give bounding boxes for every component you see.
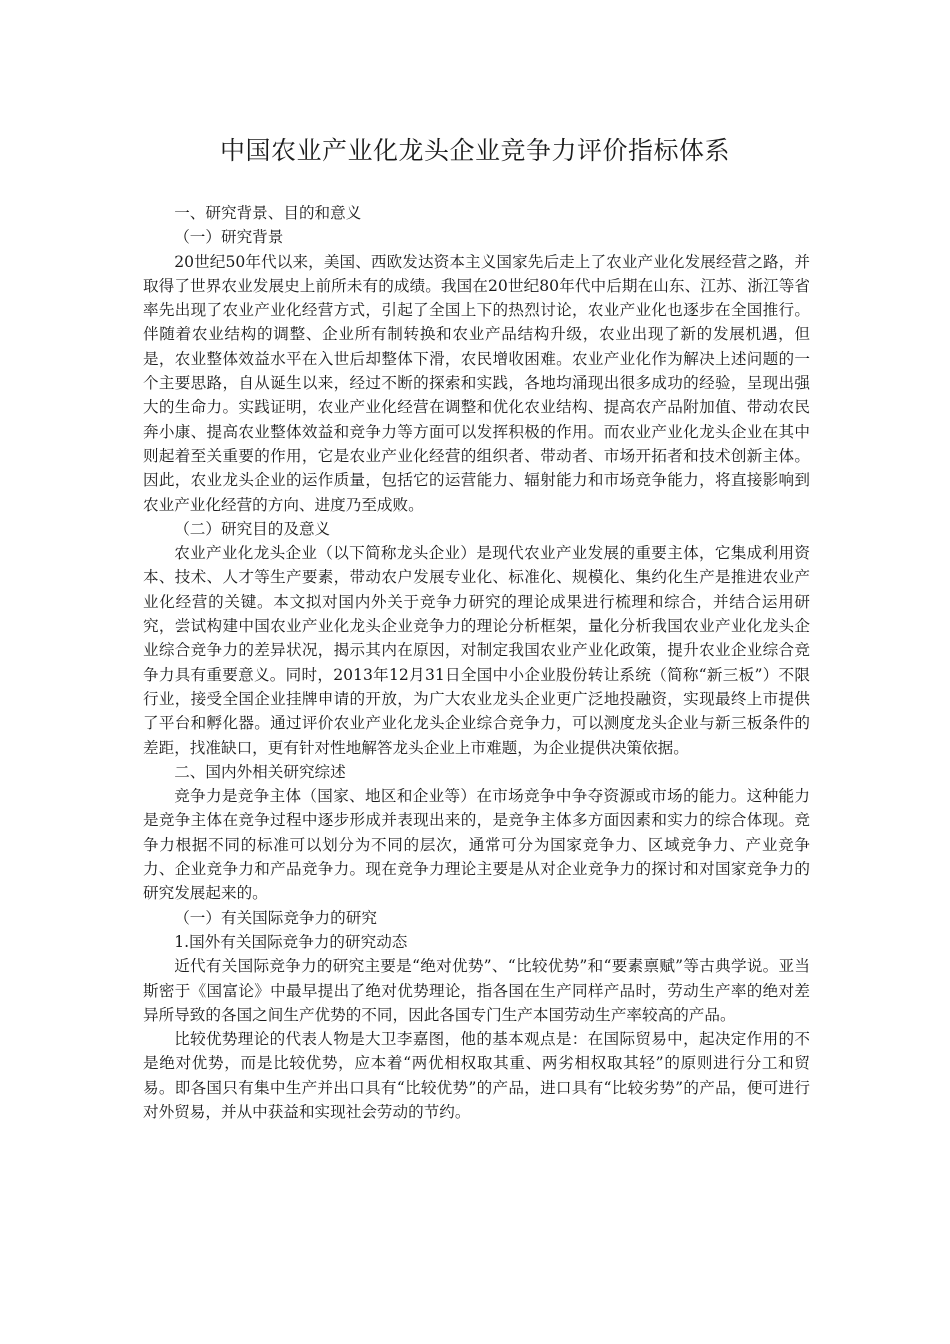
section-heading-1: 一、研究背景、目的和意义 — [174, 204, 362, 222]
document-title: 中国农业产业化龙头企业竞争力评价指标体系 — [219, 136, 730, 165]
paragraph-comparative-advantage: 比较优势理论的代表人物是大卫李嘉图，他的基本观点是：在国际贸易中，起决定作用的不是绝对优势，而是比较优势，应本着“两优相权取其重、两劣相权取其轻”的原则进行分工和贸易。即各国只有集中生产并出口具有“比较优势”的产品，进口具有“比较劣势”的产品，便可进行对外贸易，并从中获益和实现社会劳动的节约。 — [143, 1030, 810, 1121]
paragraph-competitiveness: 竞争力是竞争主体（国家、地区和企业等）在市场竞争中争夺资源或市场的能力。这种能力是竞争主体在竞争过程中逐步形成并表现出来的，是竞争主体多方面因素和实力的综合体现。竞争力根据不同的标准可以划分为不同的层次，通常可分为国家竞争力、区域竞争力、产业竞争力、企业竞争力和产品竞争力。现在竞争力理论主要是从对企业竞争力的探讨和对国家竞争力的研究发展起来的。 — [143, 787, 810, 903]
paragraph-absolute-advantage: 近代有关国际竞争力的研究主要是“绝对优势”、“比较优势”和“要素禀赋”等古典学说。亚当斯密于《国富论》中最早提出了绝对优势理论，指各国在生产同样产品时，劳动生产率的绝对差异所导致的各国之间生产优势的不同，因此各国专门生产本国劳动生产率较高的产品。 — [143, 957, 810, 1024]
subsection-heading-international: （一）有关国际竞争力的研究 — [174, 908, 377, 927]
section-heading-2: 二、国内外相关研究综述 — [174, 762, 346, 781]
subsection-heading-purpose: （二）研究目的及意义 — [174, 519, 331, 538]
paragraph-purpose: 农业产业化龙头企业（以下简称龙头企业）是现代农业产业发展的重要主体，它集成利用资本、技术、人才等生产要素，带动农户发展专业化、标准化、规模化、集约化生产是推进农业产业化经营的关键。本文拟对国内外关于竞争力研究的理论成果进行梳理和综合，并结合运用研究，尝试构建中国农业产业化龙头企业竞争力的理论分析框架，量化分析我国农业产业化龙头企业综合竞争力的差异状况，揭示其内在原因，对制定我国农业产业化政策，提升农业企业综合竞争力具有重要意义。同时，2013年12月31日全国中小企业股份转让系统（简称“新三板”）不限行业，接受全国企业挂牌申请的开放，为广大农业龙头企业更广泛地投融资，实现最终上市提供了平台和孵化器。通过评价农业产业化龙头企业综合竞争力，可以测度龙头企业与新三板条件的差距，找准缺口，更有针对性地解答龙头企业上市难题，为企业提供决策依据。 — [143, 544, 810, 757]
paragraph-background: 20世纪50年代以来，美国、西欧发达资本主义国家先后走上了农业产业化发展经营之路，并取得了世界农业发展史上前所未有的成绩。我国在20世纪80年代中后期在山东、江苏、浙江等省率先出现了农业产业化经营方式，引起了全国上下的热烈讨论，农业产业化也逐步在全国推行。伴随着农业结构的调整、企业所有制转换和农业产品结构升级，农业出现了新的发展机遇，但是，农业整体效益水平在入世后却整体下滑，农民增收困难。农业产业化作为解决上述问题的一个主要思路，自从诞生以来，经过不断的探索和实践，各地均涌现出很多成功的经验，呈现出强大的生命力。实践证明，农业产业化经营在调整和优化农业结构、提高农产品附加值、带动农民奔小康、提高农业整体效益和竞争力等方面可以发挥积极的作用。而农业产业化龙头企业在其中则起着至关重要的作用，它是农业产业化经营的组织者、带动者、市场开拓者和技术创新主体。因此，农业龙头企业的运作质量，包括它的运营能力、辐射能力和市场竞争能力，将直接影响到农业产业化经营的方向、进度乃至成败。 — [143, 252, 810, 514]
subsubsection-heading-foreign: 1.国外有关国际竞争力的研究动态 — [174, 932, 408, 951]
subsection-heading-background: （一）研究背景 — [174, 228, 284, 247]
document-body — [143, 201, 810, 1124]
